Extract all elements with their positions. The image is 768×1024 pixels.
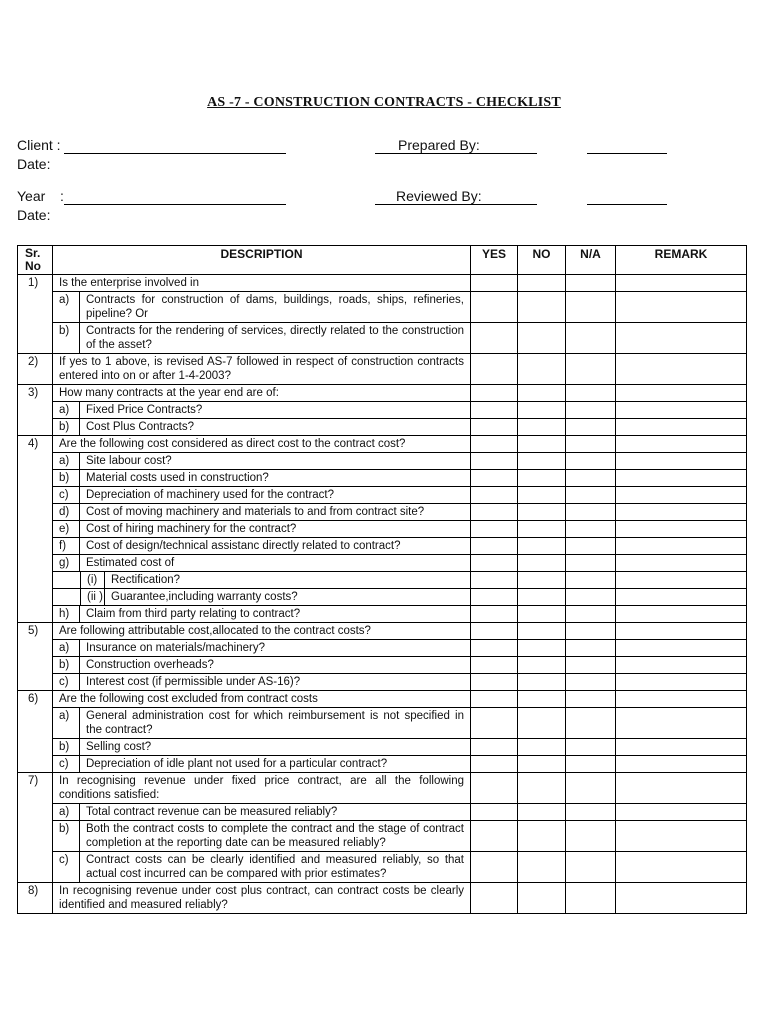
check-box[interactable]	[471, 436, 517, 452]
remark-cell[interactable]	[616, 883, 747, 914]
sub-item-label: c)	[53, 487, 80, 503]
check-box[interactable]	[566, 486, 615, 503]
prepared-by-field-line	[375, 153, 537, 154]
check-box[interactable]	[616, 883, 746, 913]
serial-number: 6)	[18, 691, 53, 773]
check-box[interactable]	[471, 639, 517, 656]
check-box[interactable]	[616, 469, 746, 486]
check-box[interactable]	[566, 554, 615, 571]
year-colon: :	[60, 188, 64, 204]
sub-item-label: b)	[53, 419, 80, 435]
check-box[interactable]	[616, 418, 746, 435]
check-box[interactable]	[471, 291, 517, 322]
remark-cell[interactable]	[616, 691, 747, 773]
check-box[interactable]	[566, 883, 615, 913]
sub-item-label: a)	[53, 453, 80, 469]
check-box[interactable]	[616, 275, 746, 291]
reviewed-by-field-line	[375, 204, 537, 205]
description-cell	[53, 436, 471, 623]
check-box[interactable]	[616, 436, 746, 452]
yes-cell[interactable]	[471, 275, 518, 354]
sub-item-text: Contracts for construction of dams, buildings, roads, ships, refineries, pipeline? Or	[86, 294, 464, 320]
reviewed-by-label: Reviewed By:	[396, 188, 482, 204]
check-box[interactable]	[616, 322, 746, 353]
remark-cell[interactable]	[616, 436, 747, 623]
check-box[interactable]	[518, 605, 565, 622]
check-box[interactable]	[471, 452, 517, 469]
serial-number: 8)	[18, 883, 53, 914]
check-box[interactable]	[518, 275, 565, 291]
check-box[interactable]	[518, 755, 565, 772]
sub-sub-item	[53, 571, 470, 588]
sub-item	[53, 469, 470, 486]
table-row	[18, 883, 747, 914]
check-box[interactable]	[566, 803, 615, 820]
sub-item-text: Contracts for the rendering of services, directly related to the construction of the asset?	[86, 325, 464, 351]
check-box[interactable]	[566, 588, 615, 605]
sub-item-label: h)	[53, 606, 80, 622]
check-box[interactable]	[518, 773, 565, 803]
sub-item-label: a)	[53, 292, 80, 322]
no-cell[interactable]	[518, 436, 566, 623]
check-box[interactable]	[471, 520, 517, 537]
year-field[interactable]	[64, 204, 286, 205]
sub-item-label: c)	[53, 674, 80, 690]
sub-item	[53, 639, 470, 656]
check-box[interactable]	[566, 820, 615, 851]
sub-sub-item-text: Guarantee,including warranty costs?	[111, 591, 298, 603]
sub-item-label: b)	[53, 323, 80, 353]
sub-item-text: Selling cost?	[86, 741, 152, 753]
sub-sub-item-label: (ii )	[81, 589, 105, 605]
check-box[interactable]	[518, 673, 565, 690]
date-label-2: Date:	[17, 207, 51, 223]
check-box[interactable]	[616, 673, 746, 690]
check-box[interactable]	[518, 537, 565, 554]
sub-item-text: Cost Plus Contracts?	[86, 421, 195, 433]
remark-cell[interactable]	[616, 354, 747, 385]
sub-item-label: b)	[53, 657, 80, 673]
sub-item-text: Cost of design/technical assistanc directly related to contract?	[86, 540, 401, 552]
sub-item	[53, 605, 470, 622]
sub-item-label: c)	[53, 756, 80, 772]
description-cell	[53, 883, 471, 914]
sub-item-text: Insurance on materials/machinery?	[86, 642, 265, 654]
sub-item-text: Interest cost (if permissible under AS-16)?	[86, 676, 301, 688]
check-box[interactable]	[566, 291, 615, 322]
check-box[interactable]	[471, 605, 517, 622]
question-text: In recognising revenue under cost plus contract, can contract costs be clearly identified and measured reliably?	[59, 885, 464, 911]
check-box[interactable]	[566, 773, 615, 803]
sub-item	[53, 554, 470, 571]
sub-item	[53, 452, 470, 469]
check-box[interactable]	[471, 588, 517, 605]
check-box[interactable]	[518, 851, 565, 882]
sub-item-text: Cost of hiring machinery for the contract?	[86, 523, 297, 535]
check-box[interactable]	[616, 554, 746, 571]
check-box[interactable]	[566, 623, 615, 639]
sub-item-text: Claim from third party relating to contract?	[86, 608, 301, 620]
question-text: Are following attributable cost,allocated to the contract costs?	[59, 625, 371, 637]
check-box[interactable]	[518, 486, 565, 503]
check-box[interactable]	[616, 520, 746, 537]
na-cell[interactable]	[566, 623, 616, 691]
remark-header: REMARK	[616, 246, 747, 275]
check-box[interactable]	[616, 623, 746, 639]
sub-item	[53, 503, 470, 520]
serial-number: 7)	[18, 773, 53, 883]
sub-item-label: a)	[53, 708, 80, 738]
check-box[interactable]	[616, 851, 746, 882]
check-box[interactable]	[566, 436, 615, 452]
description-cell	[53, 623, 471, 691]
sub-item	[53, 322, 470, 353]
yes-cell[interactable]	[471, 354, 518, 385]
sub-item-text: Depreciation of idle plant not used for a particular contract?	[86, 758, 388, 770]
serial-number: 3)	[18, 385, 53, 436]
year-label: Year	[17, 188, 46, 204]
check-box[interactable]	[518, 738, 565, 755]
check-box[interactable]	[566, 503, 615, 520]
check-box[interactable]	[471, 537, 517, 554]
check-box[interactable]	[471, 418, 517, 435]
na-cell[interactable]	[566, 354, 616, 385]
table-row	[18, 354, 747, 385]
sub-item-text: Fixed Price Contracts?	[86, 404, 203, 416]
client-field[interactable]	[64, 153, 286, 154]
description-cell	[53, 275, 471, 354]
remark-cell[interactable]	[616, 773, 747, 883]
sub-item-label: e)	[53, 521, 80, 537]
check-box[interactable]	[471, 738, 517, 755]
check-box[interactable]	[471, 401, 517, 418]
na-cell[interactable]	[566, 385, 616, 436]
check-box[interactable]	[566, 691, 615, 707]
check-box[interactable]	[471, 691, 517, 707]
check-box[interactable]	[616, 537, 746, 554]
sub-item-label: c)	[53, 852, 80, 882]
check-box[interactable]	[518, 322, 565, 353]
page-title: AS -7 - CONSTRUCTION CONTRACTS - CHECKLIST	[207, 95, 561, 110]
check-box[interactable]	[566, 673, 615, 690]
check-box[interactable]	[518, 691, 565, 707]
no-cell[interactable]	[518, 691, 566, 773]
prepared-date-field[interactable]	[587, 153, 667, 154]
yes-cell[interactable]	[471, 691, 518, 773]
check-box[interactable]	[566, 639, 615, 656]
check-box[interactable]	[616, 486, 746, 503]
check-box[interactable]	[566, 322, 615, 353]
na-cell[interactable]	[566, 436, 616, 623]
description-cell	[53, 354, 471, 385]
question-text: In recognising revenue under fixed price contract, are all the following conditions satisfied:	[59, 775, 464, 801]
no-cell[interactable]	[518, 623, 566, 691]
sub-item-text: Cost of moving machinery and materials to and from contract site?	[86, 506, 425, 518]
sub-item	[53, 755, 470, 772]
check-box[interactable]	[616, 503, 746, 520]
description-cell	[53, 385, 471, 436]
no-header: NO	[518, 246, 566, 275]
description-cell	[53, 773, 471, 883]
yes-cell[interactable]	[471, 773, 518, 883]
sub-item-text: Construction overheads?	[86, 659, 214, 671]
remark-cell[interactable]	[616, 385, 747, 436]
sub-item	[53, 738, 470, 755]
sub-item-label: a)	[53, 804, 80, 820]
check-box[interactable]	[566, 707, 615, 738]
serial-number: 5)	[18, 623, 53, 691]
check-box[interactable]	[518, 520, 565, 537]
sub-item-label: b)	[53, 821, 80, 851]
check-box[interactable]	[616, 755, 746, 772]
client-label: Client :	[17, 137, 61, 153]
prepared-by-label: Prepared By:	[398, 137, 480, 153]
check-box[interactable]	[616, 803, 746, 820]
check-box[interactable]	[616, 707, 746, 738]
no-cell[interactable]	[518, 385, 566, 436]
check-box[interactable]	[471, 554, 517, 571]
check-box[interactable]	[566, 537, 615, 554]
sub-item-label: b)	[53, 739, 80, 755]
check-box[interactable]	[566, 605, 615, 622]
check-box[interactable]	[471, 385, 517, 401]
question-text: Are the following cost excluded from contract costs	[59, 693, 318, 705]
check-box[interactable]	[471, 623, 517, 639]
sub-sub-item-text: Rectification?	[111, 574, 181, 586]
no-cell[interactable]	[518, 354, 566, 385]
check-box[interactable]	[566, 418, 615, 435]
check-box[interactable]	[518, 883, 565, 913]
check-box[interactable]	[471, 803, 517, 820]
no-cell[interactable]	[518, 275, 566, 354]
check-box[interactable]	[518, 436, 565, 452]
yes-cell[interactable]	[471, 436, 518, 623]
check-box[interactable]	[616, 639, 746, 656]
na-cell[interactable]	[566, 275, 616, 354]
table-row	[18, 385, 747, 436]
check-box[interactable]	[566, 275, 615, 291]
remark-cell[interactable]	[616, 623, 747, 691]
check-box[interactable]	[518, 656, 565, 673]
check-box[interactable]	[616, 385, 746, 401]
check-box[interactable]	[566, 469, 615, 486]
check-box[interactable]	[471, 571, 517, 588]
checklist-table	[17, 245, 747, 914]
sub-item-label: a)	[53, 640, 80, 656]
check-box[interactable]	[518, 820, 565, 851]
yes-cell[interactable]	[471, 385, 518, 436]
sub-item-text: Estimated cost of	[86, 557, 175, 569]
sub-item-text: Both the contract costs to complete the contract and the stage of contract completion at the reporting date can be measured reliably?	[86, 823, 464, 849]
no-cell[interactable]	[518, 773, 566, 883]
check-box[interactable]	[518, 707, 565, 738]
serial-number: 4)	[18, 436, 53, 623]
question-text: If yes to 1 above, is revised AS-7 followed in respect of construction contracts entered into on or after 1-4-2003?	[59, 356, 464, 382]
na-header: N/A	[566, 246, 616, 275]
sub-item	[53, 656, 470, 673]
check-box[interactable]	[518, 503, 565, 520]
table-row	[18, 623, 747, 691]
check-box[interactable]	[471, 322, 517, 353]
check-box[interactable]	[566, 738, 615, 755]
sub-item-text: Material costs used in construction?	[86, 472, 269, 484]
remark-cell[interactable]	[616, 275, 747, 354]
yes-cell[interactable]	[471, 883, 518, 914]
check-box[interactable]	[616, 605, 746, 622]
check-box[interactable]	[566, 401, 615, 418]
sub-item	[53, 401, 470, 418]
check-box[interactable]	[616, 452, 746, 469]
sub-item	[53, 820, 470, 851]
sub-item	[53, 673, 470, 690]
yes-cell[interactable]	[471, 623, 518, 691]
check-box[interactable]	[471, 673, 517, 690]
check-box[interactable]	[471, 773, 517, 803]
check-box[interactable]	[471, 486, 517, 503]
sub-item-label: d)	[53, 504, 80, 520]
indent-spacer	[53, 589, 81, 605]
check-box[interactable]	[616, 738, 746, 755]
check-box[interactable]	[616, 820, 746, 851]
check-box[interactable]	[471, 755, 517, 772]
check-box[interactable]	[616, 773, 746, 803]
check-box[interactable]	[518, 588, 565, 605]
check-box[interactable]	[518, 639, 565, 656]
check-box[interactable]	[566, 452, 615, 469]
check-box[interactable]	[518, 385, 565, 401]
check-box[interactable]	[518, 452, 565, 469]
check-box[interactable]	[616, 656, 746, 673]
sub-item-text: Site labour cost?	[86, 455, 172, 467]
sub-item-text: Contract costs can be clearly identified and measured reliably, so that actual cost incurred can be compared with prior estimates?	[86, 854, 464, 880]
check-box[interactable]	[471, 707, 517, 738]
check-box[interactable]	[518, 291, 565, 322]
sub-sub-item-label: (i)	[81, 572, 105, 588]
check-box[interactable]	[518, 418, 565, 435]
sub-item	[53, 537, 470, 554]
check-box[interactable]	[471, 275, 517, 291]
sub-item	[53, 851, 470, 882]
question-text: Is the enterprise involved in	[59, 277, 199, 289]
question-text: Are the following cost considered as direct cost to the contract cost?	[59, 438, 406, 450]
table-row	[18, 436, 747, 623]
sub-item-text: General administration cost for which reimbursement is not specified in the contract?	[86, 710, 464, 736]
indent-spacer	[53, 572, 81, 588]
check-box[interactable]	[566, 354, 615, 384]
sub-item	[53, 486, 470, 503]
check-box[interactable]	[518, 354, 565, 384]
question-text: How many contracts at the year end are of:	[59, 387, 279, 399]
sub-item-label: b)	[53, 470, 80, 486]
description-header: DESCRIPTION	[53, 246, 471, 275]
sub-item-text: Depreciation of machinery used for the contract?	[86, 489, 335, 501]
check-box[interactable]	[566, 520, 615, 537]
table-header-row	[18, 246, 747, 275]
no-cell[interactable]	[518, 883, 566, 914]
check-box[interactable]	[471, 820, 517, 851]
check-box[interactable]	[471, 656, 517, 673]
check-box[interactable]	[616, 354, 746, 384]
sub-item	[53, 520, 470, 537]
check-box[interactable]	[616, 588, 746, 605]
check-box[interactable]	[566, 385, 615, 401]
table-row	[18, 275, 747, 354]
serial-number: 2)	[18, 354, 53, 385]
check-box[interactable]	[471, 354, 517, 384]
sub-item	[53, 291, 470, 322]
check-box[interactable]	[566, 656, 615, 673]
check-box[interactable]	[566, 571, 615, 588]
table-row	[18, 773, 747, 883]
na-cell[interactable]	[566, 773, 616, 883]
sub-item	[53, 803, 470, 820]
date-label-1: Date:	[17, 156, 51, 172]
check-box[interactable]	[518, 623, 565, 639]
na-cell[interactable]	[566, 883, 616, 914]
sub-sub-item	[53, 588, 470, 605]
check-box[interactable]	[616, 291, 746, 322]
sub-item-label: f)	[53, 538, 80, 554]
check-box[interactable]	[518, 469, 565, 486]
sub-item	[53, 707, 470, 738]
check-box[interactable]	[471, 851, 517, 882]
sub-item-label: g)	[53, 555, 80, 571]
check-box[interactable]	[518, 401, 565, 418]
check-box[interactable]	[471, 883, 517, 913]
description-cell	[53, 691, 471, 773]
sub-item	[53, 418, 470, 435]
check-box[interactable]	[518, 571, 565, 588]
check-box[interactable]	[616, 571, 746, 588]
yes-header: YES	[471, 246, 518, 275]
na-cell[interactable]	[566, 691, 616, 773]
check-box[interactable]	[566, 755, 615, 772]
check-box[interactable]	[616, 401, 746, 418]
reviewed-date-field[interactable]	[587, 204, 667, 205]
check-box[interactable]	[471, 469, 517, 486]
check-box[interactable]	[616, 691, 746, 707]
serial-number: 1)	[18, 275, 53, 354]
table-row	[18, 691, 747, 773]
check-box[interactable]	[518, 554, 565, 571]
check-box[interactable]	[566, 851, 615, 882]
sub-item-text: Total contract revenue can be measured reliably?	[86, 806, 338, 818]
check-box[interactable]	[518, 803, 565, 820]
check-box[interactable]	[471, 503, 517, 520]
sub-item-label: a)	[53, 402, 80, 418]
sr-no-header: Sr. No	[18, 246, 53, 275]
